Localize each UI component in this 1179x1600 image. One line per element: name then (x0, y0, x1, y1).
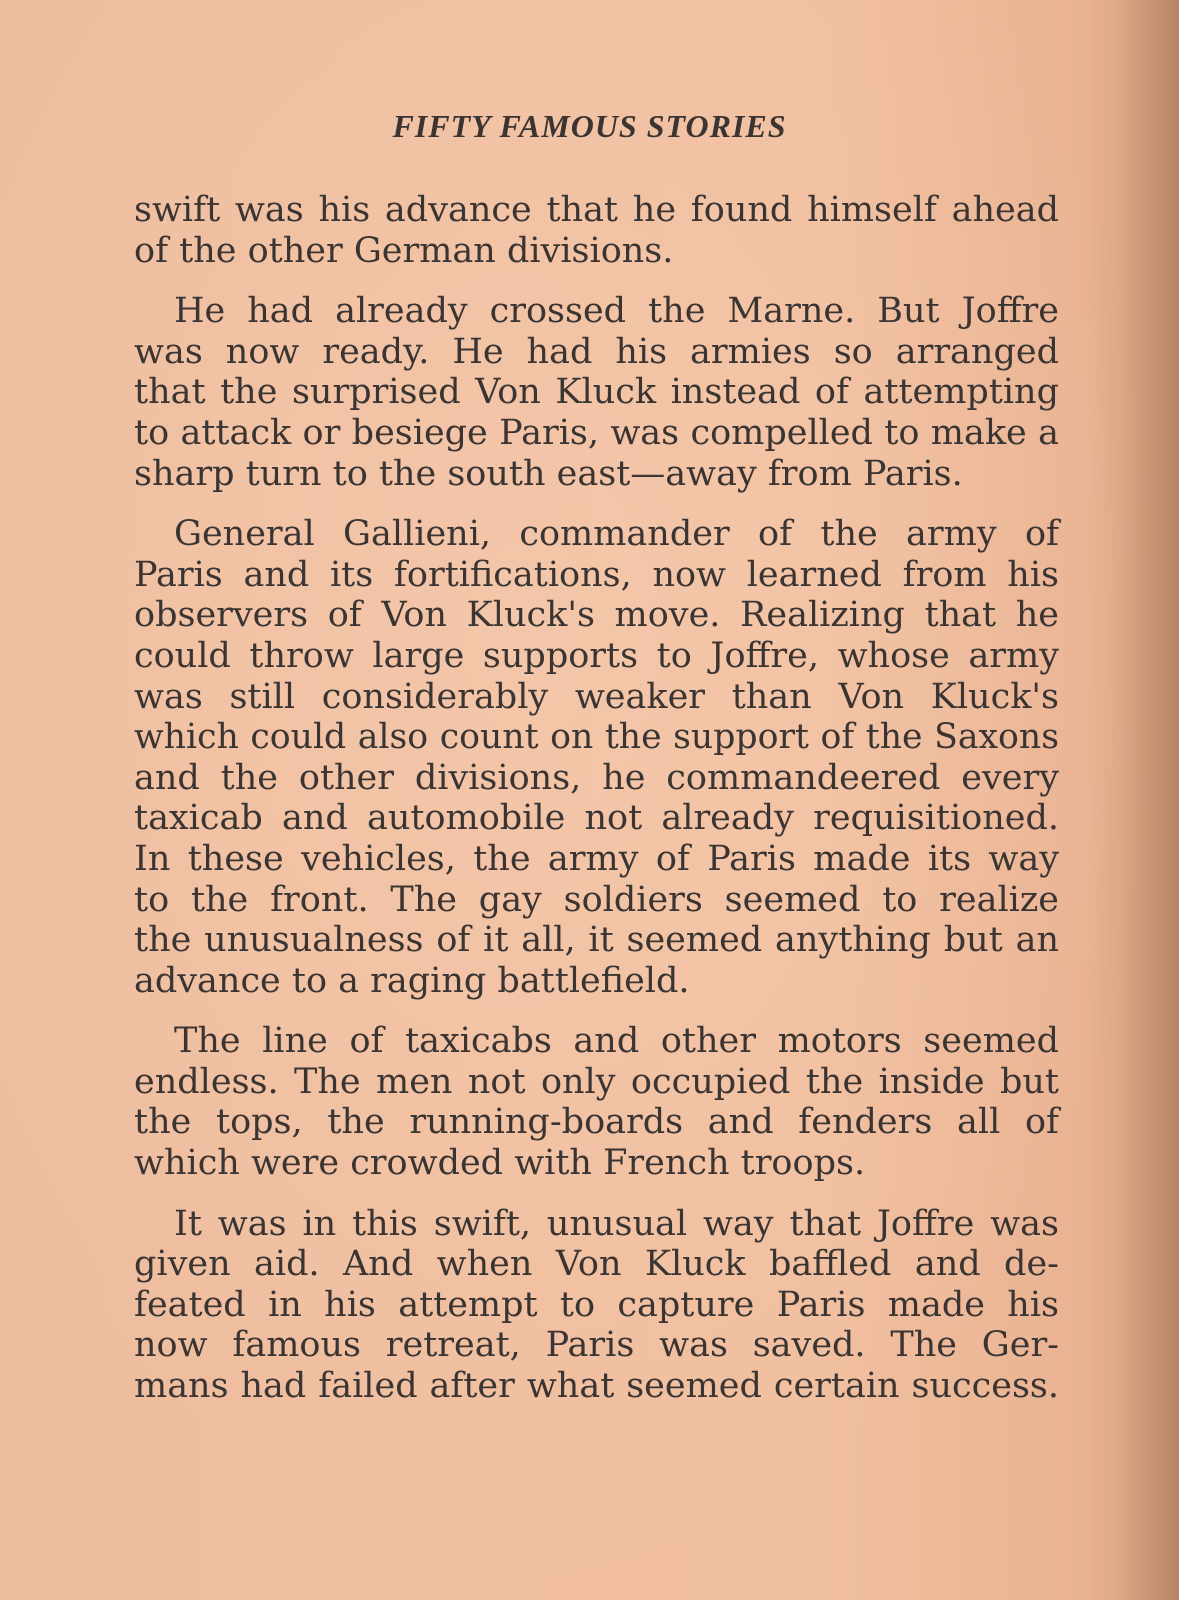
text-line: given aid. And when Von Kluck baffled and de- (134, 1244, 1059, 1285)
body-text (134, 190, 1059, 1407)
text-line: which could also count on the support of the Saxons (134, 717, 1059, 758)
page-edge-shadow (1119, 0, 1179, 1600)
text-line: was now ready. He had his armies so arranged (134, 331, 1059, 372)
text-line: was still considerably weaker than Von Kluck's (134, 676, 1059, 717)
text-line: observers of Von Kluck's move. Realizing that he (134, 595, 1059, 636)
text-line: now famous retreat, Paris was saved. The Ger- (134, 1325, 1059, 1366)
text-line: The line of taxicabs and other motors seemed (174, 1021, 1059, 1062)
text-line: advance to a raging battlefield. (134, 960, 690, 1001)
text-line: General Gallieni, commander of the army of (174, 514, 1059, 555)
running-head: FIFTY FAMOUS STORIES (392, 108, 787, 144)
text-line: endless. The men not only occupied the inside but (134, 1061, 1059, 1102)
text-line: He had already crossed the Marne. But Joffre (174, 291, 1059, 332)
text-line: sharp turn to the south east—away from Paris. (134, 453, 963, 494)
paragraph (134, 291, 1059, 494)
paragraph (134, 514, 1059, 1001)
text-line: to attack or besiege Paris, was compelled to make a (134, 412, 1059, 453)
text-line: the tops, the running-boards and fenders all of (134, 1102, 1059, 1143)
paragraph (134, 190, 1059, 271)
text-line: of the other German divisions. (134, 230, 674, 271)
text-line: which were crowded with French troops. (134, 1143, 866, 1184)
text-line: Paris and its fortifications, now learned from his (134, 554, 1059, 595)
text-line: In these vehicles, the army of Paris made its way (134, 838, 1059, 879)
text-line: swift was his advance that he found himself ahead (134, 190, 1059, 230)
text-line: the unusualness of it all, it seemed anything but an (134, 920, 1059, 961)
paragraph (134, 1021, 1059, 1183)
text-line: It was in this swift, unusual way that Joffre was (174, 1203, 1059, 1244)
text-line: feated in his attempt to capture Paris made his (134, 1284, 1059, 1325)
text-line: could throw large supports to Joffre, whose army (134, 635, 1059, 676)
paragraph (134, 1204, 1059, 1407)
text-line: taxicab and automobile not already requisitioned. (134, 798, 1059, 839)
text-line: and the other divisions, he commandeered every (134, 757, 1059, 798)
text-line: mans had failed after what seemed certain success. (134, 1366, 1059, 1407)
text-line: to the front. The gay soldiers seemed to realize (134, 879, 1059, 920)
text-line: that the surprised Von Kluck instead of attempting (134, 372, 1059, 413)
